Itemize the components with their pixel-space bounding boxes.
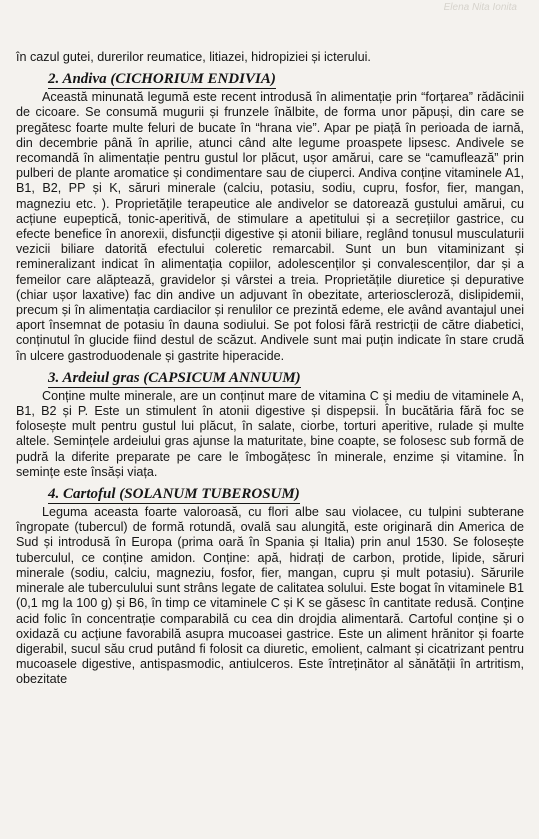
section-heading: 2. Andiva (CICHORIUM ENDIVIA): [48, 71, 276, 88]
intro-line: în cazul gutei, durerilor reumatice, litiazei, hidropiziei și icterului.: [16, 50, 371, 64]
faded-running-header: Elena Nita Ionita: [443, 2, 517, 13]
section-ardeiul-gras: [16, 364, 524, 480]
section-paragraph: Această minunată legumă este recent introdusă în alimentație prin “forțarea” rădăcinii de cicoare. Se consumă mugurii și frunzele înălbite, de forma unor păpuși, din care se pregătesc foarte multe feluri de bucate în “hrana vie”. Apar pe piață în perioada de iarnă, din decembrie până în aprilie, atunci când alte legume proaspete lipsesc. Andivele se recomandă în alimentație pentru gustul lor plăcut, ușor amărui, care se “camuflează” prin pulberi de plante aromatice și condimentare sau de ciuperci. Andiva conține vitaminele A1, B1, B2, PP și K, săruri minerale (calciu, potasiu, sodiu, cupru, fosfor, fier, mangan, magneziu etc. ). Proprietățile terapeutice ale andivelor se datorează gustului amărui, cu acțiune eupeptică, tonic-aperitivă, de stimulare a apetitului și a secrețiilor gastrice, cu efecte benefice în anorexii, disfuncții digestive și atonii biliare, reglând tonusul musculaturii vezicii biliare datorită efectului coleretic remarcabil. Sunt un bun vitaminizant și remineralizant indicat în alimentația copiilor, adolescenților și convalescenților, dar și a femeilor care alăptează, gravidelor și vârstei a treia. Proprietățile diuretice și depurative (chiar ușor laxative) fac din andive un adjuvant în obezitate, arterioscleroză, dislipidemii, precum și în alimentația cardiacilor și renulilor ce prezintă edeme, ele având avantajul unei aport însemnat de potasiu în dauna sodiului. Se pot folosi fără restricții de către diabetici, conținutul în glucide fiind destul de scăzut. Andivele sunt mai puțin indicate în stare crudă în ulcere gastroduodenale și gastrite hiperacide.: [16, 90, 524, 363]
section-andiva: [16, 65, 524, 364]
section-cartoful: [16, 480, 524, 687]
section-paragraph: Leguma aceasta foarte valoroasă, cu flori albe sau violacee, cu tulpini subterane îngropate (tubercul) de formă rotundă, ovală sau alungită, este originară din America de Sud și introdusă în Europa (prima oară în Spania și Italia) prin anul 1530. Se folosește tuberculul, ce conține amidon. Conține: apă, hidrați de carbon, protide, lipide, săruri minerale (sodiu, calciu, magneziu, fosfor, fier, mangan, cupru și mult potasiu). Sărurile minerale ale tuberculului sunt strâns legate de calitatea solului. Este bogat în vitaminele B1 (0,1 mg la 100 g) și B6, în timp ce vitaminele C și K se găsesc în cantitate redusă. Conține acid folic în concentrație comparabilă cu cea din drojdia alimentară. Cartoful conține și o oxidază cu acțiune favorabilă asupra mucoasei gastrice. Este un aliment hrănitor și foarte digerabil, sucul său crud putând fi folosit ca diuretic, emolient, calmant și cicatrizant pentru mucoasele digestive, antispasmodic, antiulceros. Este întreținător al sănătății în artritism, obezitate: [16, 505, 524, 687]
section-heading: 4. Cartoful (SOLANUM TUBEROSUM): [48, 486, 300, 503]
section-heading: 3. Ardeiul gras (CAPSICUM ANNUUM): [48, 369, 301, 386]
page-content: [16, 50, 524, 688]
section-paragraph: Conține multe minerale, are un conținut mare de vitamina C și mediu de vitaminele A, B1, B2 și P. Este un stimulent în atonii digestive și dispepsii. În bucătăria fără foc se folosește mult pentru gustul lui plăcut, în salate, ciorbe, torturi aperitive, rulade și multe altele. Semințele ardeiului gras ajunse la maturitate, bine coapte, se folosesc sub formă de pudră la diferite preparate pe care le îmbogățesc în minerale, enzime și vitamine. În semințe este însăși viața.: [16, 388, 524, 479]
